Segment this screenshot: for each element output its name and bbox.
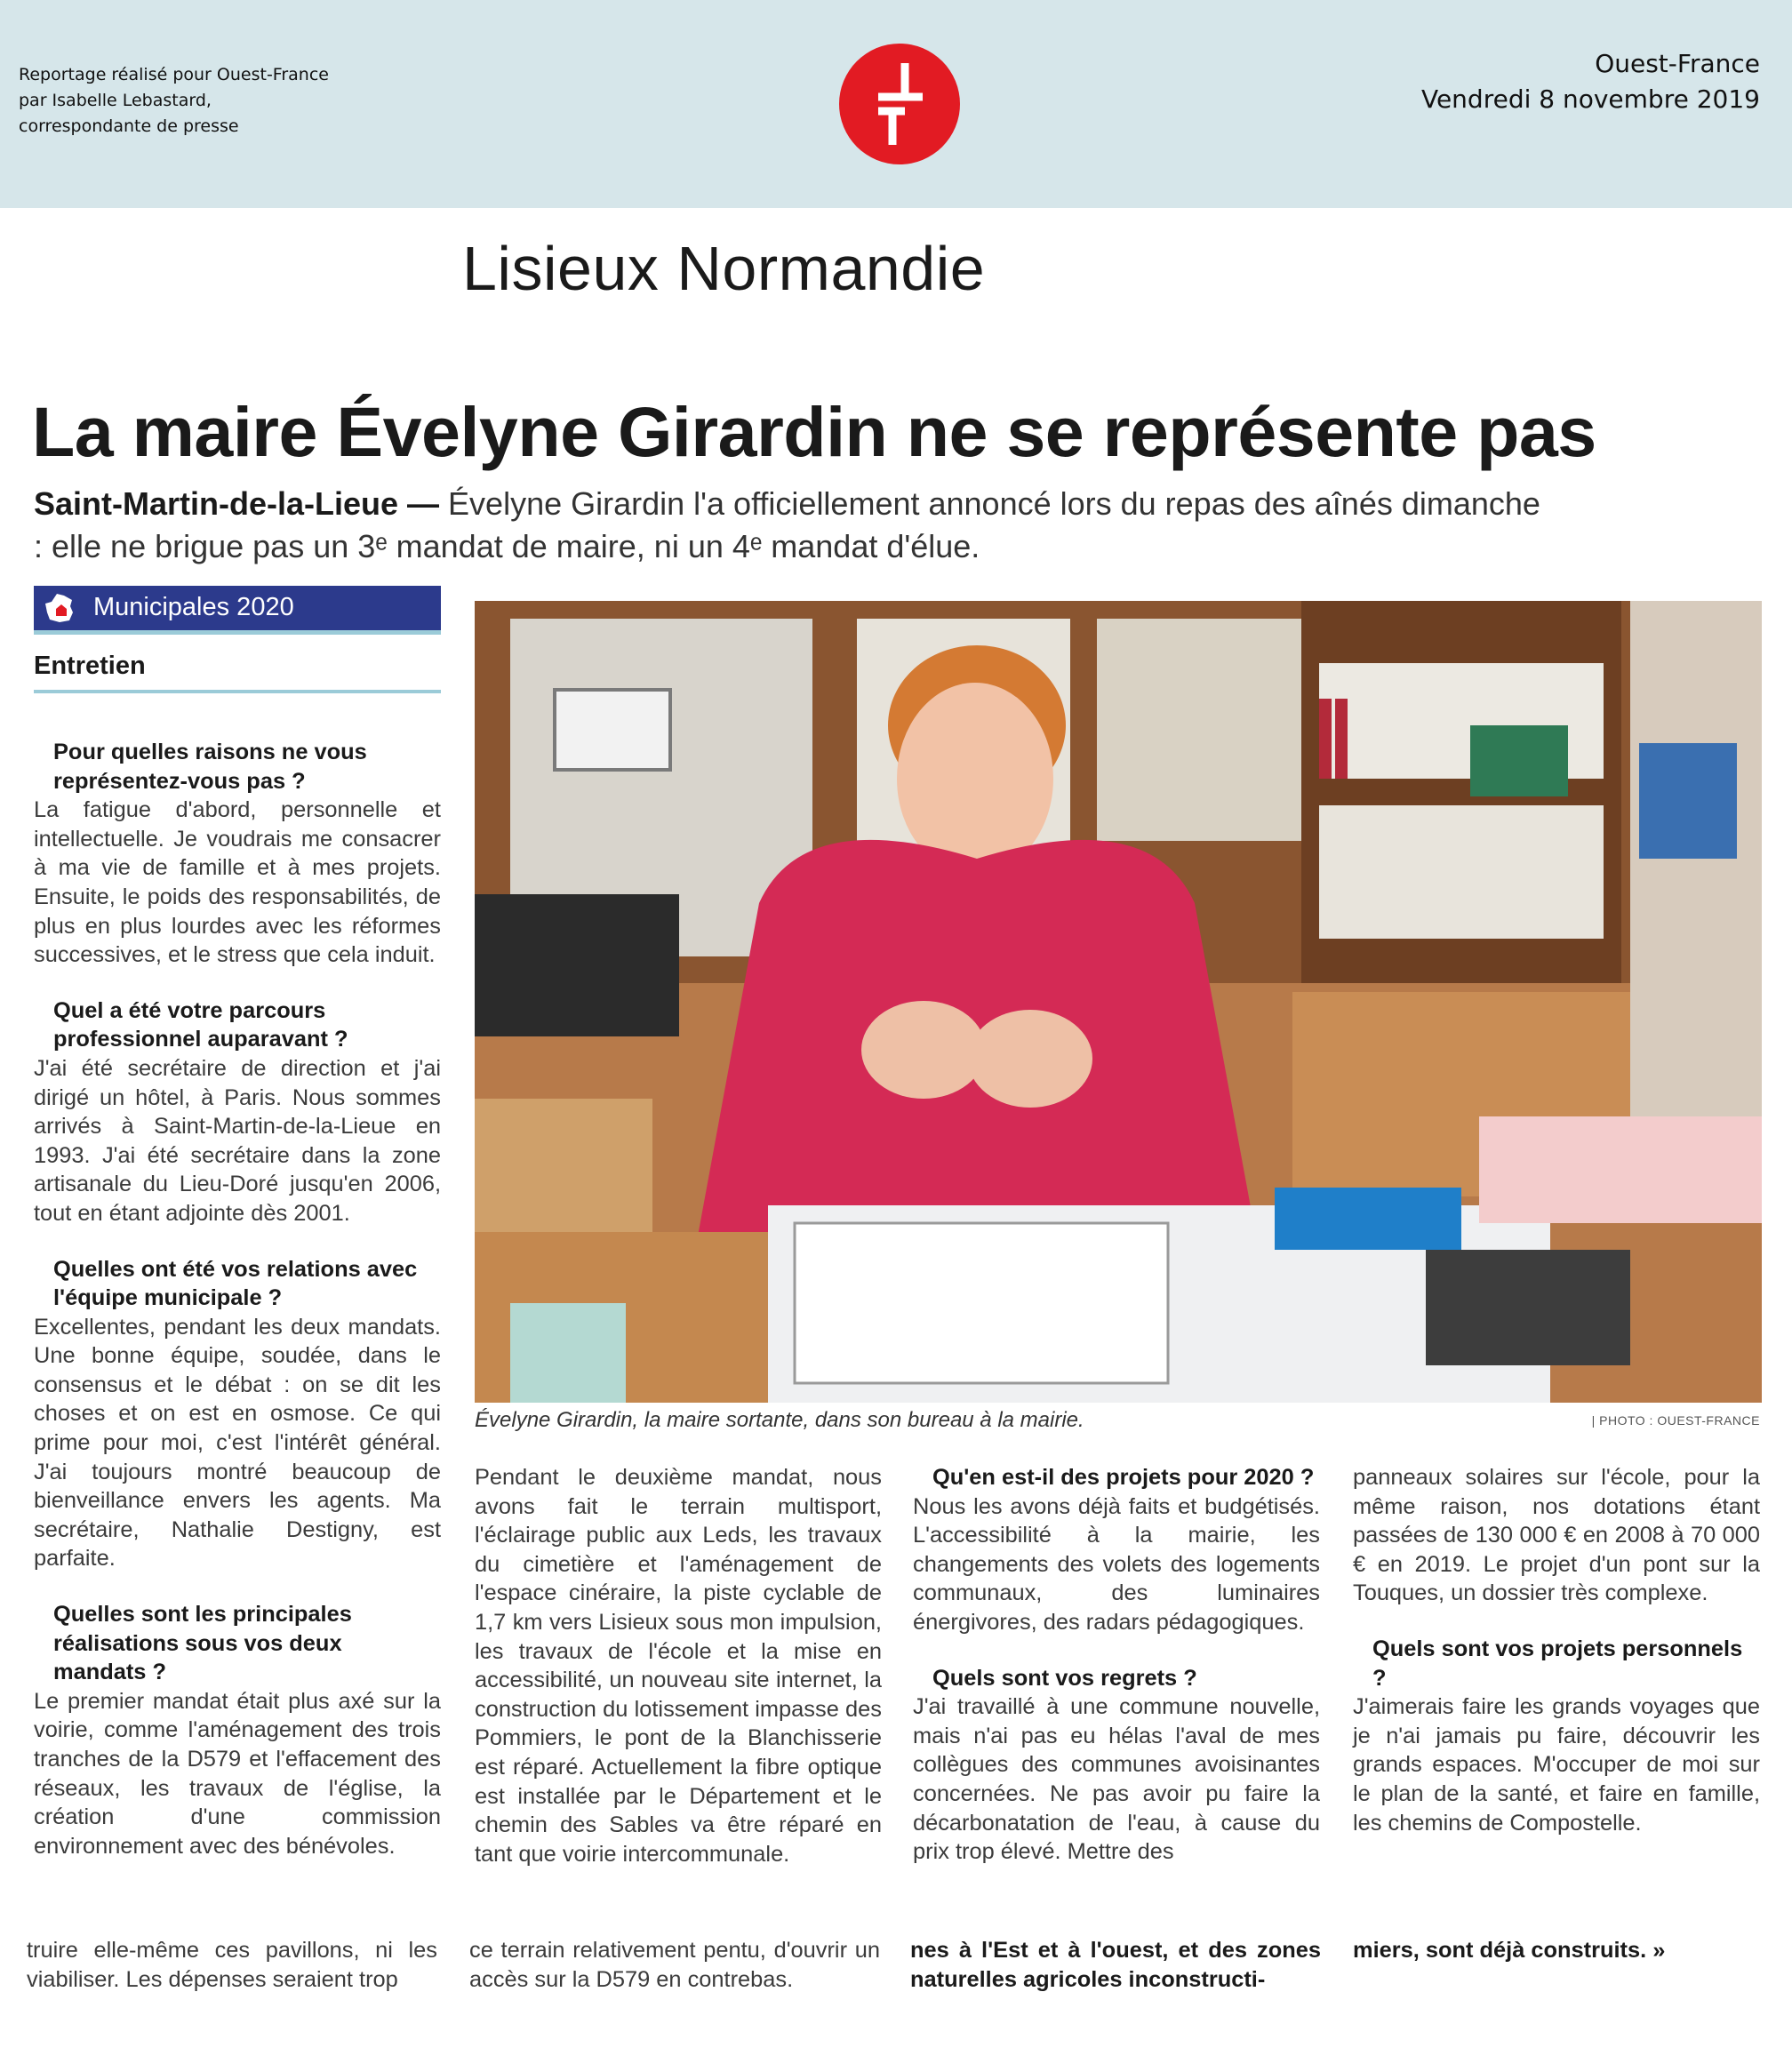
footer-fragment: truire elle-même ces pavillons, ni les viabiliser. Les dépenses seraient trop	[27, 1938, 437, 1992]
interview-answer: panneaux solaires sur l'école, pour la même raison, nos dotations étant passées de 130 000 € en 2008 à 70 000 € en 2019. Le projet d'un pont sur la Touques, un dossier très complexe.	[1353, 1465, 1760, 1606]
publication-name: Ouest-France	[1595, 49, 1760, 78]
footer-fragment: ce terrain relativement pentu, d'ouvrir un accès sur la D579 en contrebas.	[469, 1938, 880, 1992]
footer-fragment: nes à l'Est et à l'ouest, et des zones naturelles agricoles inconstructi-	[910, 1938, 1321, 1992]
interview-answer: Le premier mandat était plus axé sur la voirie, comme l'aménagement des trois tranches de la D579 et l'effacement des réseaux, les travaux de l'église, la création d'une commission environnement avec des bénévoles.	[34, 1688, 441, 1859]
interview-question: Quel a été votre parcours professionnel auparavant ?	[53, 997, 348, 1052]
text-column-4	[1353, 1463, 1760, 1837]
interview-answer: La fatigue d'abord, personnelle et intellectuelle. Je voudrais me consacrer à ma vie de famille et à mes projets. Ensuite, le poids des responsabilités, de plus en plus lourdes avec les réformes successives, et le stress que cela induit.	[34, 797, 441, 968]
footer-fragment: miers, sont déjà construits. »	[1353, 1938, 1666, 1963]
lead-place: Saint-Martin-de-la-Lieue —	[34, 485, 440, 522]
interview-question: Quels sont vos regrets ?	[932, 1665, 1197, 1691]
lead-text: Évelyne Girardin l'a officiellement annoncé lors du repas des aînés dimanche : elle ne brigue pas un 3ᵉ mandat de maire, ni un 4ᵉ mandat d'élue.	[34, 485, 1540, 564]
article-lead	[34, 483, 1545, 568]
interview-answer: Pendant le deuxième mandat, nous avons fait le terrain multisport, l'éclairage public aux Leds, les travaux du cimetière et l'aménagement de l'espace cinéraire, la piste cyclable de 1,7 km vers Lisieux sous mon impulsion, les travaux de l'école et la mise en accessibilité, un nouveau site internet, la construction du lotissement impasse des Pommiers, le pont de la Blanchisserie est réparé. Actuellement la fibre optique est installée par le Département et le chemin des Sables va être réparé en tant que voirie intercommunale.	[475, 1465, 882, 1867]
publication-date: Vendredi 8 novembre 2019	[1420, 84, 1760, 114]
photo-caption: Évelyne Girardin, la maire sortante, dans son bureau à la mairie.	[475, 1408, 1084, 1432]
text-column-3	[913, 1463, 1320, 1867]
reportage-credit	[19, 62, 481, 140]
publication-info	[1421, 46, 1760, 117]
ouest-france-logo	[839, 44, 960, 164]
credit-line: par Isabelle Lebastard,	[19, 91, 212, 110]
rubric-label: Municipales 2020	[93, 593, 294, 621]
rubric-banner	[34, 586, 441, 635]
interview-question: Quelles ont été vos relations avec l'équipe municipale ?	[53, 1256, 418, 1311]
credit-line: correspondante de presse	[19, 116, 239, 136]
article-headline: La maire Évelyne Girardin ne se représente pas	[32, 392, 1596, 471]
interview-question: Pour quelles raisons ne vous représentez-vous pas ?	[53, 740, 367, 794]
photo-credit: | PHOTO : OUEST-FRANCE	[1591, 1413, 1760, 1428]
interview-answer: J'ai travaillé à une commune nouvelle, mais n'ai pas eu hélas l'aval de mes collègues des communes avoisinantes concernées. Ne pas avoir pu faire la décarbonatation de l'eau, à cause du prix trop élevé. Mettre des	[913, 1694, 1320, 1865]
interview-question: Quels sont vos projets personnels ?	[1372, 1636, 1743, 1691]
interview-answer: J'aimerais faire les grands voyages que je n'ai jamais pu faire, découvrir les grands espaces. M'occuper de moi sur le plan de la santé, et faire en famille, les chemins de Compostelle.	[1353, 1694, 1760, 1836]
interview-answer: Excellentes, pendant les deux mandats. Une bonne équipe, soudée, dans le consensus et le débat : on se dit les choses et on est en osmose. Ce qui prime pour moi, c'est l'intérêt général. J'ai toujours montré beaucoup de bienveillance envers les agents. Ma secrétaire, Nathalie Destigny, est parfaite.	[34, 1314, 441, 1572]
section-title: Lisieux Normandie	[462, 234, 986, 303]
interview-question: Qu'en est-il des projets pour 2020 ?	[932, 1465, 1315, 1490]
interview-answer: Nous les avons déjà faits et budgétisés. L'accessibilité à la mairie, les changements des volets des logements communaux, des luminaires énergivores, des radars pédagogiques.	[913, 1493, 1320, 1635]
france-map-icon	[43, 591, 76, 625]
interview-question: Quelles sont les principales réalisations sous vos deux mandats ?	[53, 1602, 352, 1685]
mayor-photo	[475, 601, 1762, 1403]
text-column-2	[475, 1463, 882, 1868]
credit-line: Reportage réalisé pour Ouest-France	[19, 65, 329, 84]
interview-answer: J'ai été secrétaire de direction et j'ai dirigé un hôtel, à Paris. Nous sommes arrivés à Saint-Martin-de-la-Lieue en 1993. J'ai été secrétaire dans la zone artisanale du Lieu-Doré jusqu'en 2006, tout en étant adjointe dès 2001.	[34, 1055, 441, 1226]
header-banner	[0, 0, 1792, 208]
text-column-1	[34, 738, 441, 1860]
article-kicker: Entretien	[34, 652, 441, 693]
